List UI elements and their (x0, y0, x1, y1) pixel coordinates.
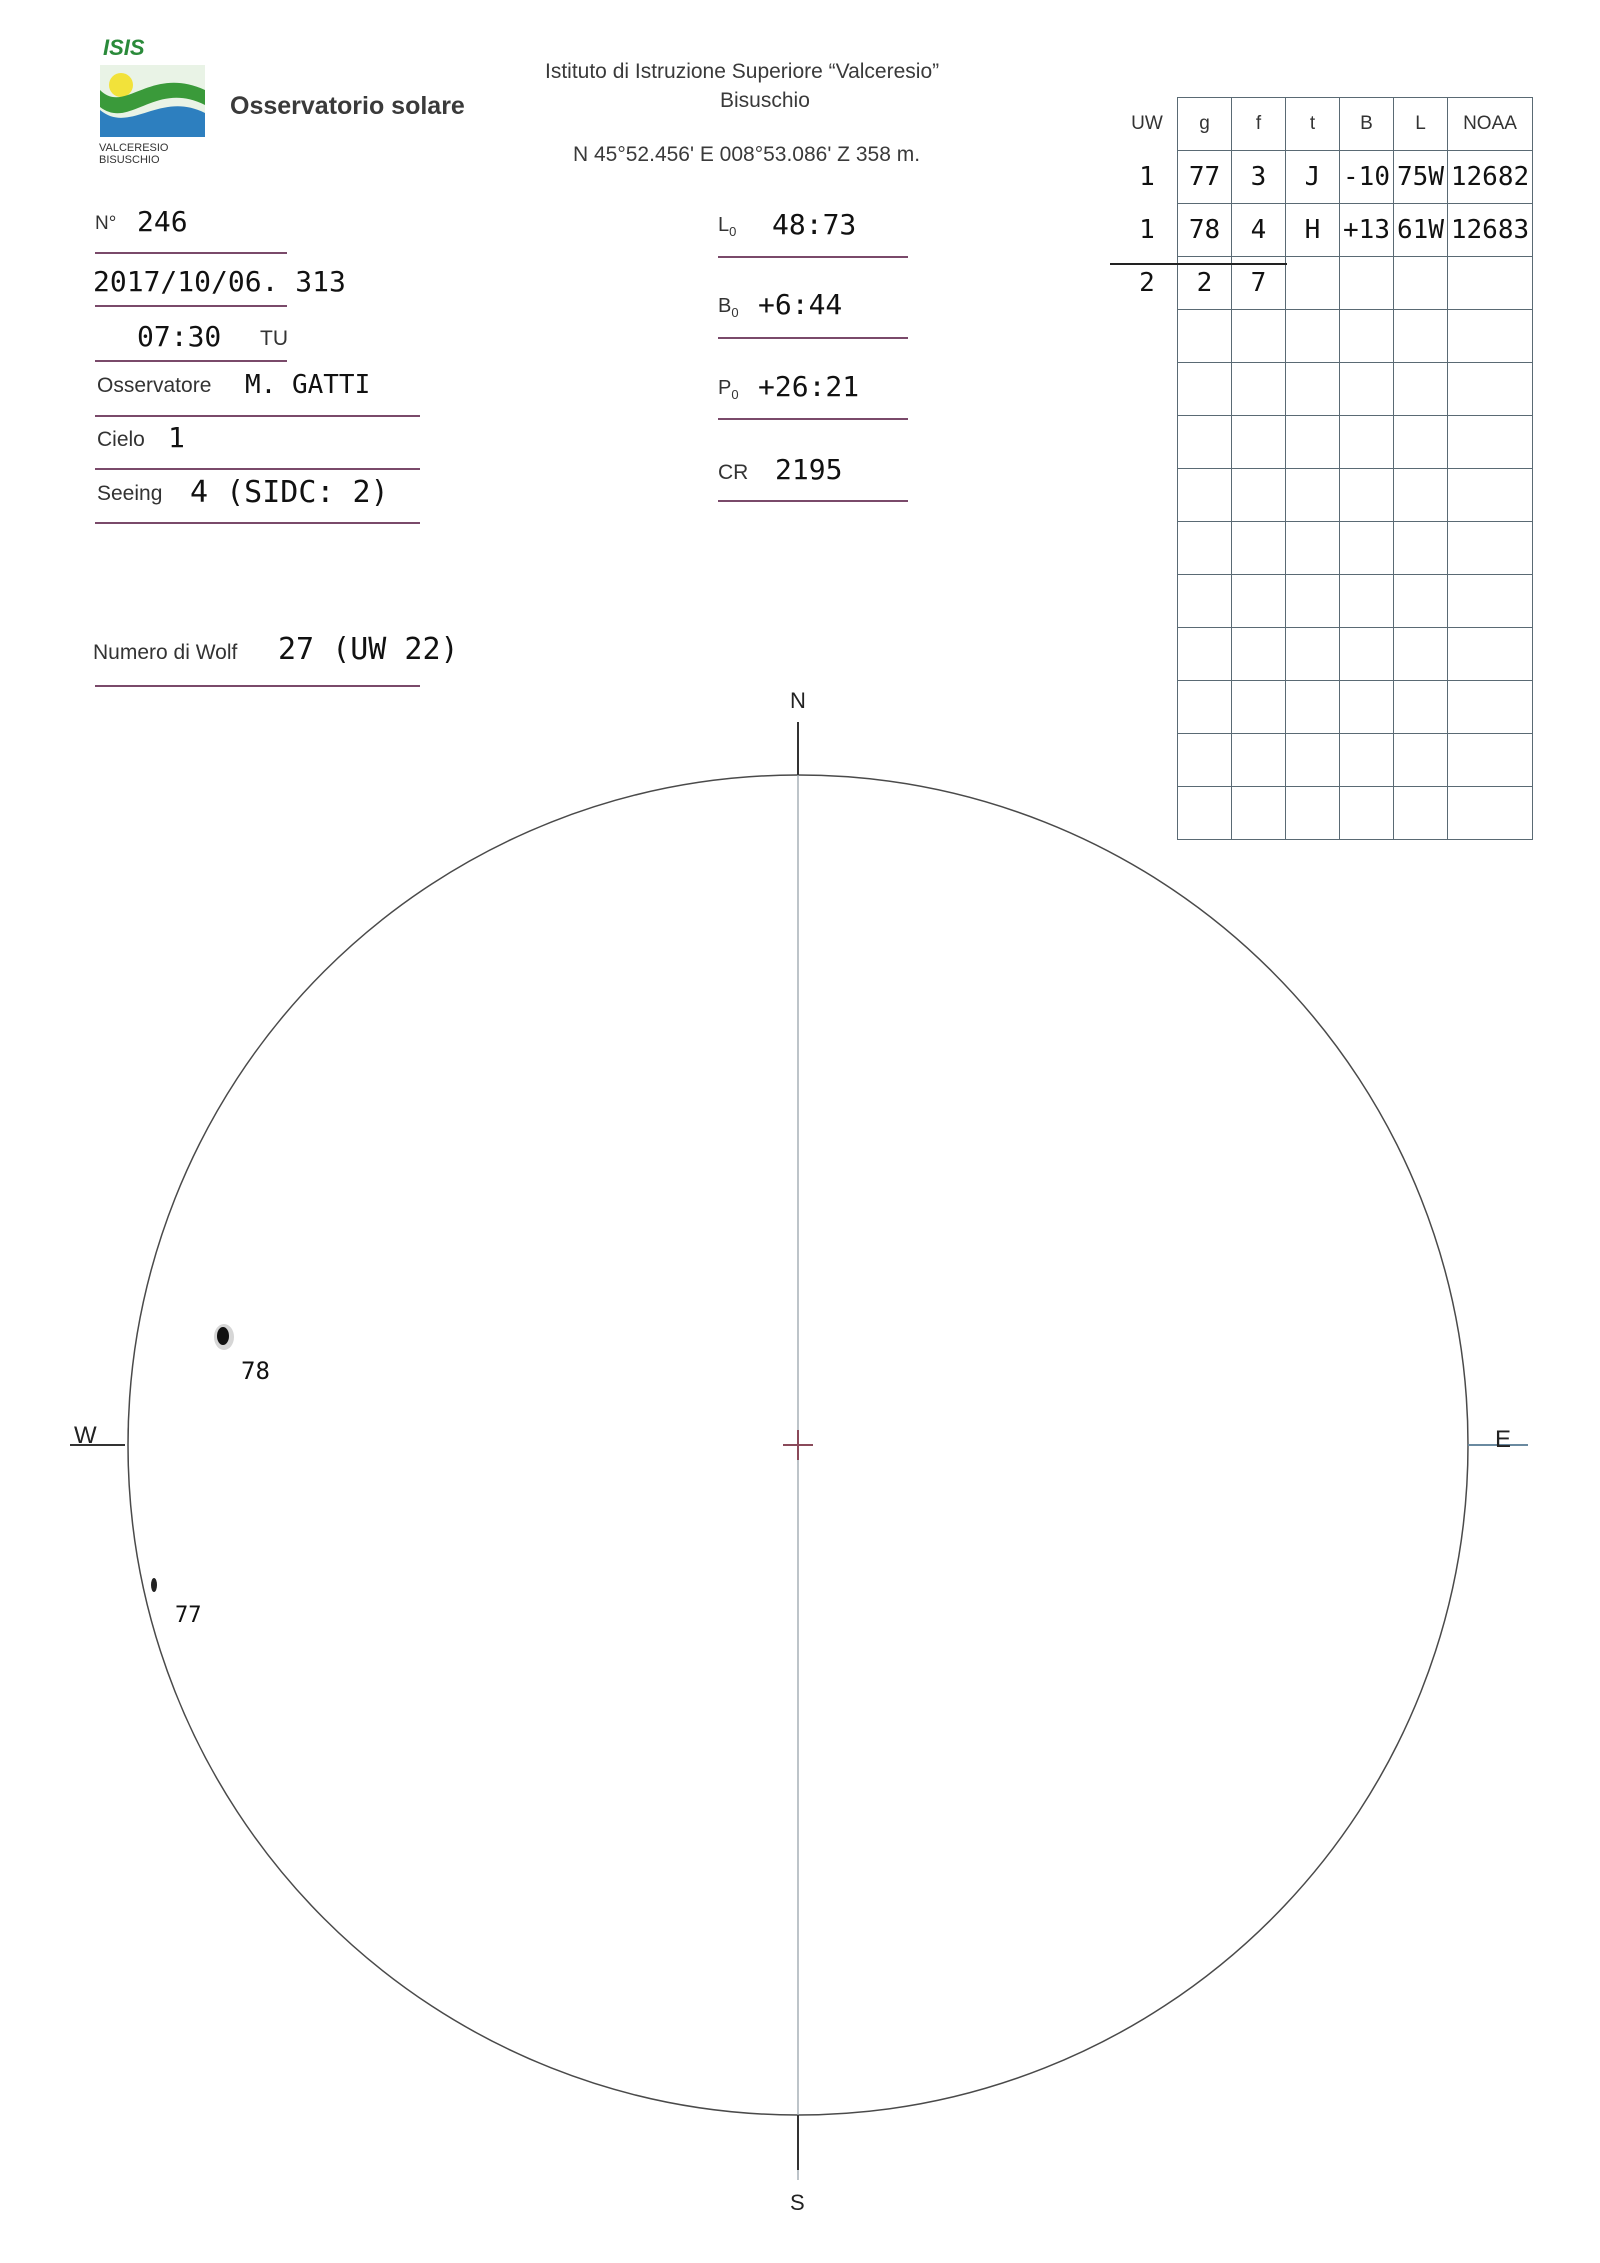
table-cell: -10 (1340, 151, 1394, 204)
institute-town: Bisuschio (720, 89, 810, 112)
time-value: 07:30 (137, 320, 222, 353)
geo-coordinates: N 45°52.456' E 008°53.086' Z 358 m. (573, 143, 921, 166)
header-cell-f: f (1232, 98, 1286, 151)
header-cell-uw: UW (1131, 113, 1163, 134)
l0-value: 48:73 (772, 208, 857, 241)
table-cell: 61W (1394, 204, 1448, 257)
table-cell: 1 (1139, 162, 1155, 192)
date-value: 2017/10/06. 313 (93, 265, 346, 298)
number-value: 246 (137, 205, 188, 238)
table-cell: 3 (1232, 151, 1286, 204)
l0-label-text: L (718, 214, 730, 236)
table-cell: 12683 (1448, 204, 1533, 257)
observer-value: M. GATTI (245, 370, 371, 400)
table-cell: 2 (1139, 268, 1155, 298)
table-cell: 1 (1139, 215, 1155, 245)
seeing-label: Seeing (97, 482, 163, 505)
table-cell: 4 (1232, 204, 1286, 257)
cr-label: CR (718, 461, 749, 484)
institute-name: Istituto di Istruzione Superiore “Valceresio” (545, 60, 940, 83)
p0-subscript: 0 (731, 387, 739, 402)
table-cell: J (1286, 151, 1340, 204)
b0-value: +6:44 (758, 288, 843, 321)
table-cell: 75W (1394, 151, 1448, 204)
p0-label-text: P (718, 377, 732, 399)
north-label: N (790, 688, 806, 713)
b0-label-text: B (718, 295, 732, 317)
l0-subscript: 0 (729, 224, 737, 239)
wolf-value: 27 (UW 22) (278, 632, 459, 667)
header-cell-noaa: NOAA (1448, 98, 1533, 151)
b0-subscript: 0 (731, 305, 739, 320)
table-cell: 2 (1178, 257, 1232, 310)
east-label: E (1495, 1426, 1512, 1453)
table-cell: 12682 (1448, 151, 1533, 204)
wolf-label: Numero di Wolf (93, 641, 238, 664)
p0-value: +26:21 (758, 370, 860, 403)
table-cell: +13 (1340, 204, 1394, 257)
number-label: N° (95, 213, 117, 234)
spot-label-78: 78 (241, 1357, 270, 1385)
table-cell: 78 (1178, 204, 1232, 257)
spot-label-77: 77 (175, 1603, 202, 1628)
logo-sub-bisuschio: BISUSCHIO (99, 154, 160, 166)
header-cell-g: g (1178, 98, 1232, 151)
header-cell-b: B (1340, 98, 1394, 151)
table-cell: 7 (1232, 257, 1286, 310)
sky-value: 1 (168, 421, 185, 454)
sky-label: Cielo (97, 428, 145, 451)
spot-78-umbra (217, 1327, 229, 1345)
south-label: S (790, 2190, 805, 2215)
table-cell: 77 (1178, 151, 1232, 204)
logo-sub-valceresio: VALCERESIO (99, 142, 169, 154)
table-cell: H (1286, 204, 1340, 257)
spot-77 (151, 1578, 157, 1592)
seeing-value: 4 (SIDC: 2) (190, 475, 389, 510)
west-label: W (74, 1422, 97, 1449)
observer-label: Osservatore (97, 374, 212, 397)
header-cell-t: t (1286, 98, 1340, 151)
tu-label: TU (260, 327, 288, 350)
observatory-title: Osservatorio solare (230, 92, 465, 120)
header-cell-l: L (1394, 98, 1448, 151)
logo-wordmark: ISIS (103, 35, 145, 60)
cr-value: 2195 (775, 453, 843, 486)
